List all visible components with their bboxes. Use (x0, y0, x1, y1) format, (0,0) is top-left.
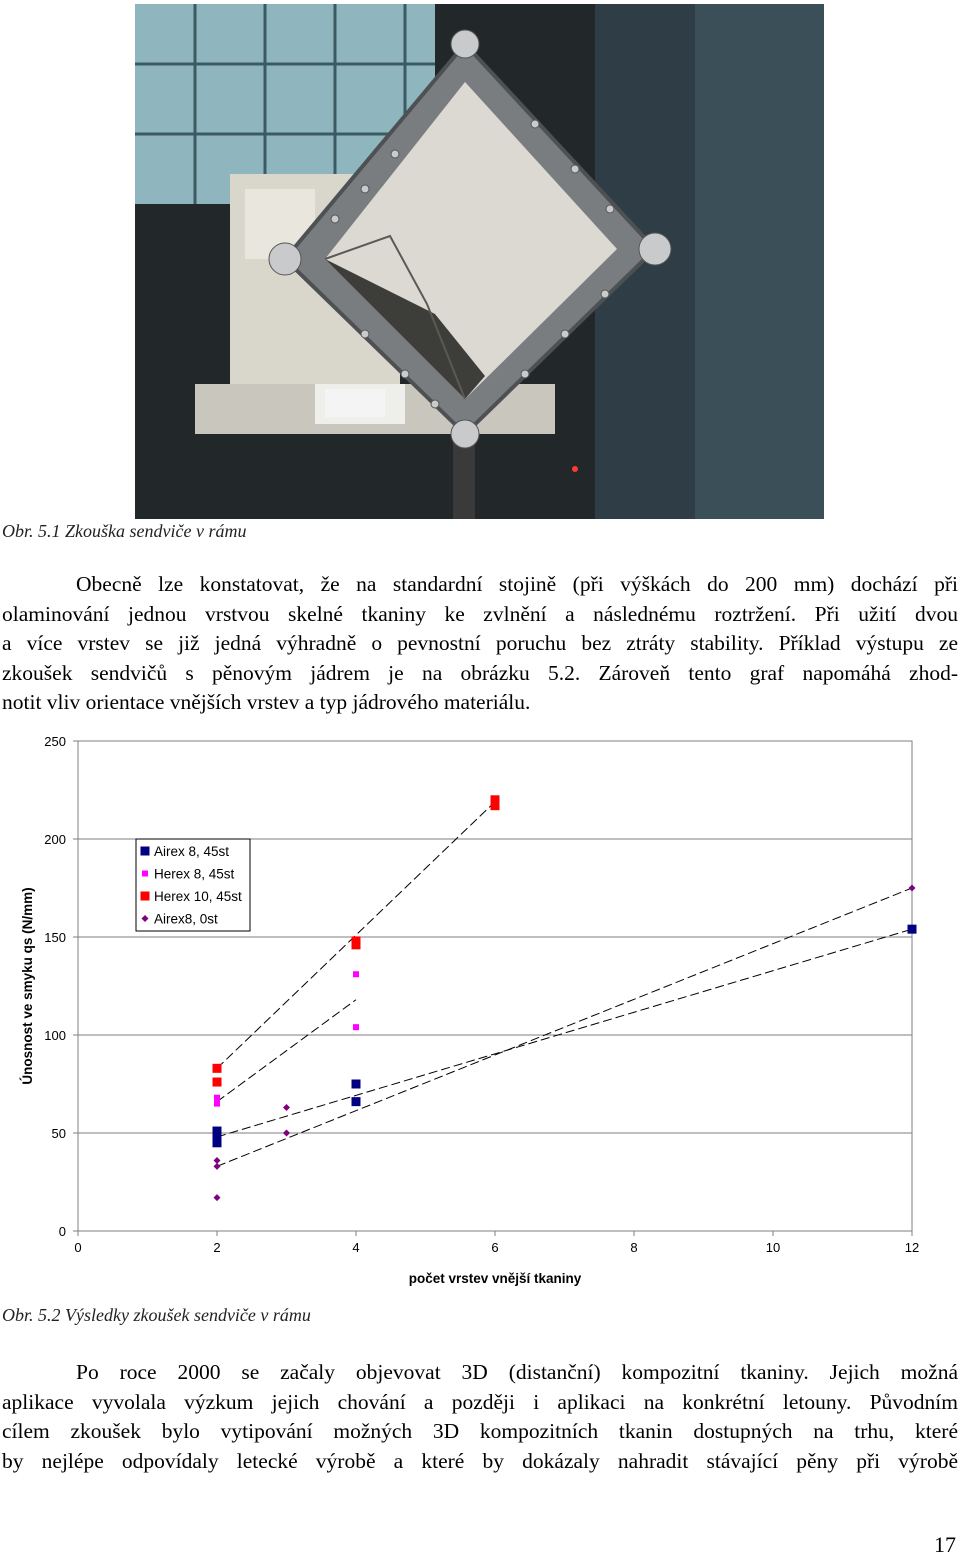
data-point (213, 1078, 222, 1087)
test-frame-photo (135, 4, 824, 519)
data-point (214, 1101, 220, 1107)
data-point (213, 1138, 222, 1147)
paragraph-line: a více vrstev se již jedná výhradně o pevnostní poruchu bez ztráty stability. Příklad výstupu ze (2, 631, 958, 655)
x-tick-label: 0 (74, 1240, 82, 1255)
y-tick-label: 0 (58, 1224, 66, 1239)
x-axis-label: počet vrstev vnější tkaniny (408, 1271, 582, 1286)
data-point (352, 1080, 361, 1089)
x-tick-label: 10 (765, 1240, 781, 1255)
data-point (213, 1064, 222, 1073)
x-tick-label: 12 (904, 1240, 920, 1255)
y-tick-label: 100 (44, 1028, 66, 1043)
x-tick-label: 4 (352, 1240, 360, 1255)
paragraph-line: by nejlépe odpovídaly letecké výrobě a které by dokázaly nahradit stávající pěny při výrobě (2, 1448, 958, 1473)
data-point (214, 1095, 220, 1101)
body-paragraph (2, 570, 958, 718)
paragraph-line: cílem zkoušek bylo vytipování možných 3D kompozitních tkanin dostupných na trhu, které (2, 1419, 958, 1443)
x-tick-label: 2 (213, 1240, 221, 1255)
legend-marker (141, 892, 150, 901)
paragraph-line: olaminování jednou vrstvou skelné tkaniny ke zvlnění a následnému roztržení. Při užití dvou (2, 601, 958, 626)
plot-area (78, 741, 912, 1231)
paragraph-line: aplikace vyvolala výzkum jejich chování a později i aplikaci na konkrétní letouny. Původním (2, 1389, 958, 1414)
paragraph-line: notit vliv orientace vnějších vrstev a typ jádrového materiálu. (2, 690, 531, 714)
y-tick-label: 150 (44, 930, 66, 945)
legend-marker (142, 871, 148, 877)
paragraph-line: Po roce 2000 se začaly objevovat 3D (distanční) kompozitní tkaniny. Jejich možná (76, 1360, 958, 1384)
data-point (353, 971, 359, 977)
x-tick-labels (74, 1240, 919, 1255)
y-tick-labels (44, 734, 66, 1239)
chart-canvas (0, 730, 960, 1295)
page-number: 17 (934, 1532, 956, 1557)
shear-strength-chart (0, 730, 960, 1295)
data-point (352, 1097, 361, 1106)
legend-label: Herex 10, 45st (154, 889, 242, 904)
y-axis-label: Únosnost ve smyku qs (N/mm) (20, 887, 35, 1085)
legend-marker (141, 847, 150, 856)
legend-label: Airex8, 0st (154, 911, 218, 927)
y-tick-label: 200 (44, 832, 66, 847)
data-point (352, 940, 361, 949)
data-point (353, 1024, 359, 1030)
y-tick-label: 250 (44, 734, 66, 749)
figure-caption: Obr. 5.1 Zkouška sendviče v rámu (2, 521, 247, 541)
legend-label: Herex 8, 45st (154, 866, 235, 882)
sandwich-shear-frame-illustration (135, 4, 824, 519)
data-point (491, 801, 500, 810)
paragraph-line: Obecně lze konstatovat, že na standardní stojině (při výškách do 200 mm) dochází při (76, 572, 958, 596)
body-paragraph (2, 1358, 958, 1476)
figure-caption: Obr. 5.2 Výsledky zkoušek sendviče v rámu (2, 1305, 311, 1325)
data-point (908, 925, 917, 934)
x-tick-label: 8 (630, 1240, 638, 1255)
y-tick-label: 50 (51, 1126, 66, 1141)
x-tick-label: 6 (491, 1240, 499, 1255)
paragraph-line: zkoušek sendvičů s pěnovým jádrem je na obrázku 5.2. Zároveň tento graf napomáhá zhod- (2, 660, 958, 685)
legend-label: Airex 8, 45st (154, 844, 230, 859)
legend (136, 839, 250, 931)
